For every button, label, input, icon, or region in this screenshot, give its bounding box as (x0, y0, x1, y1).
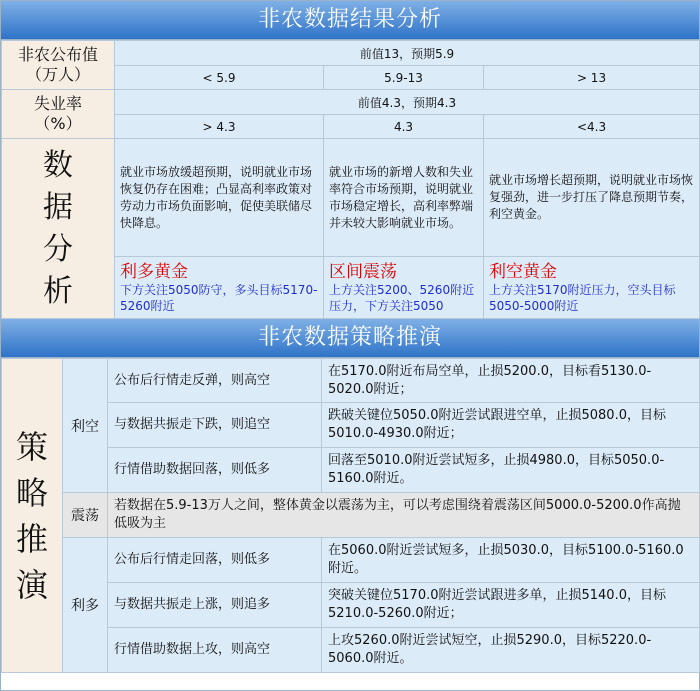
nfp-range-high: > 13 (484, 66, 700, 90)
analysis-text-high: 就业市场增长超预期，说明就业市场恢复强劲，进一步打压了降息预期节奏，利空黄金。 (484, 139, 700, 257)
section-title-strategy: 非农数据策略推演 (1, 319, 699, 358)
bear-plan-2: 跌破关键位5050.0附近尝试跟进空单，止损5080.0，目标5010.0-4930.0附近； (322, 403, 700, 448)
nfp-range-mid: 5.9-13 (324, 66, 484, 90)
bearish-label: 利空 (63, 359, 108, 493)
bull-condition-2: 与数据共振走上涨，则追多 (108, 583, 322, 628)
signal-range: 区间震荡 上方关注5200、5260附近压力，下方关注5050 (324, 257, 484, 319)
unemployment-label: 失业率 （%） (2, 90, 115, 139)
bullish-label: 利多 (63, 538, 108, 673)
range-label: 震荡 (63, 493, 108, 538)
range-plan: 若数据在5.9-13万人之间，整体黄金以震荡为主，可以考虑围绕着震荡区间5000.0-5200.0作高抛低吸为主 (108, 493, 700, 538)
analysis-text-low: 就业市场放缓超预期，说明就业市场恢复仍存在困难；凸显高利率政策对劳动力市场负面影响，促使美联储尽快降息。 (115, 139, 324, 257)
bear-condition-2: 与数据共振走下跌，则追空 (108, 403, 322, 448)
nfp-label: 非农公布值 （万人） (2, 41, 115, 90)
signal-bearish: 利空黄金 上方关注5170附近压力，空头目标5050-5000附近 (484, 257, 700, 319)
bull-plan-1: 在5060.0附近尝试短多，止损5030.0，目标5100.0-5160.0附近。 (322, 538, 700, 583)
analysis-text-mid: 就业市场的新增人数和失业率符合市场预期，说明就业市场稳定增长，高利率弊端并未较大影响就业市场。 (324, 139, 484, 257)
nfp-range-low: < 5.9 (115, 66, 324, 90)
nfp-prior: 前值13，预期5.9 (115, 41, 700, 66)
strategy-label: 策 略 推 演 (2, 359, 63, 673)
analysis-table (1, 40, 700, 319)
unemployment-high: > 4.3 (115, 115, 324, 139)
bear-condition-3: 行情借助数据回落，则低多 (108, 448, 322, 493)
analysis-label: 数 据 分 析 (2, 139, 115, 319)
bull-plan-2: 突破关键位5170.0附近尝试跟进多单，止损5140.0，目标5210.0-5260.0附近； (322, 583, 700, 628)
unemployment-mid: 4.3 (324, 115, 484, 139)
bear-plan-1: 在5170.0附近布局空单，止损5200.0，目标看5130.0-5020.0附近； (322, 359, 700, 403)
signal-bullish: 利多黄金 下方关注5050防守，多头目标5170-5260附近 (115, 257, 324, 319)
bear-plan-3: 回落至5010.0附近尝试短多，止损4980.0，目标5050.0-5160.0附近。 (322, 448, 700, 493)
bull-plan-3: 上攻5260.0附近尝试短空，止损5290.0，目标5220.0-5060.0附近。 (322, 628, 700, 673)
bull-condition-1: 公布后行情走回落，则低多 (108, 538, 322, 583)
unemployment-low: <4.3 (484, 115, 700, 139)
bull-condition-3: 行情借助数据上攻，则高空 (108, 628, 322, 673)
unemployment-prior: 前值4.3，预期4.3 (115, 90, 700, 115)
section-title-analysis: 非农数据结果分析 (1, 1, 699, 40)
strategy-table (1, 358, 700, 673)
bear-condition-1: 公布后行情走反弹，则高空 (108, 359, 322, 403)
